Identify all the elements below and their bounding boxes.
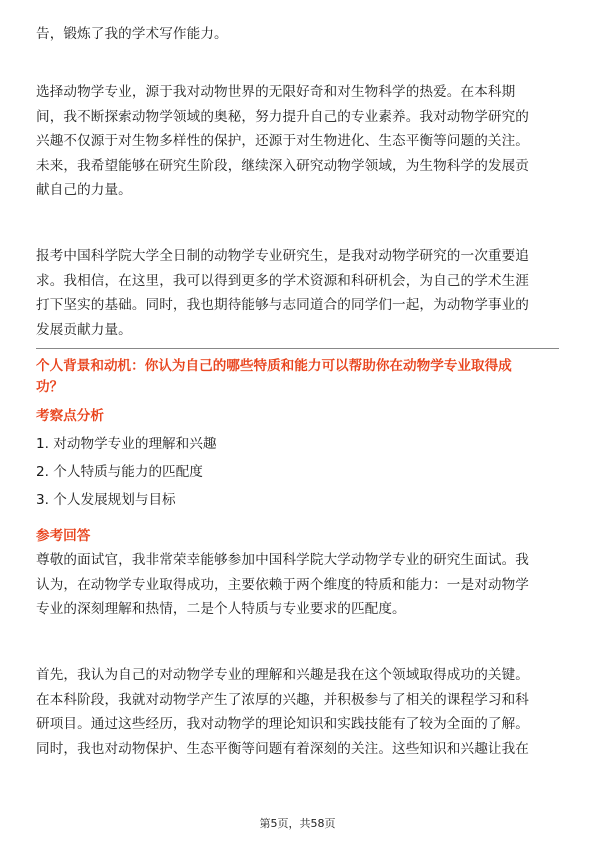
text-line: 献自己的力量。: [36, 182, 132, 198]
paragraph-application: [36, 244, 559, 342]
analysis-heading: 考察点分析: [36, 408, 104, 424]
answer-paragraph-1: [36, 548, 559, 622]
question-line: 功？: [36, 379, 64, 395]
text-line: 发展贡献力量。: [36, 321, 132, 338]
paragraph-intro-tail: [36, 22, 559, 47]
analysis-item: 2. 个人特质与能力的匹配度: [36, 464, 203, 480]
text-line: 兴趣不仅源于对生物多样性的保护，还源于对生物进化、生态平衡等问题的关注。: [36, 133, 529, 149]
text-line: 认为，在动物学专业取得成功，主要依赖于两个维度的特质和能力：一是对动物学: [36, 576, 529, 593]
text-line: 报考中国科学院大学全日制的动物学专业研究生，是我对动物学研究的一次重要追: [36, 248, 529, 264]
text-line: 求。我相信，在这里，我可以得到更多的学术资源和科研机会，为自己的学术生涯: [36, 272, 529, 289]
text-line: 尊敬的面试官，我非常荣幸能够参加中国科学院大学动物学专业的研究生面试。我: [36, 552, 529, 568]
text-line: 告，锻炼了我的学术写作能力。: [36, 26, 228, 42]
text-line: 首先，我认为自己的对动物学专业的理解和兴趣是我在这个领域取得成功的关键。: [36, 667, 529, 683]
page-number: 第5页，共58页: [259, 817, 336, 830]
text-line: 打下坚实的基础。同时，我也期待能够与志同道合的同学们一起，为动物学事业的: [36, 297, 529, 313]
answer-heading: 参考回答: [36, 528, 91, 544]
analysis-item: 3. 个人发展规划与目标: [36, 492, 176, 508]
interview-question: [36, 356, 559, 398]
analysis-item: 1. 对动物学专业的理解和兴趣: [36, 436, 217, 452]
answer-paragraph-2: [36, 663, 559, 761]
text-line: 同时，我也对动物保护、生态平衡等问题有着深刻的关注。这些知识和兴趣让我在: [36, 740, 529, 757]
text-line: 选择动物学专业，源于我对动物世界的无限好奇和对生物科学的热爱。在本科期: [36, 84, 516, 100]
text-line: 未来，我希望能够在研究生阶段，继续深入研究动物学领域，为生物科学的发展贡: [36, 157, 529, 174]
question-line: 个人背景和动机：你认为自己的哪些特质和能力可以帮助你在动物学专业取得成: [36, 358, 512, 374]
section-divider: [36, 348, 559, 349]
text-line: 间，我不断探索动物学领域的奥秘，努力提升自己的专业素养。我对动物学研究的: [36, 108, 529, 125]
text-line: 在本科阶段，我就对动物学产生了浓厚的兴趣，并积极参与了相关的课程学习和科: [36, 691, 529, 708]
paragraph-motivation: [36, 80, 559, 203]
text-line: 专业的深刻理解和热情，二是个人特质与专业要求的匹配度。: [36, 601, 406, 617]
text-line: 研项目。通过这些经历，我对动物学的理论知识和实践技能有了较为全面的了解。: [36, 716, 529, 732]
